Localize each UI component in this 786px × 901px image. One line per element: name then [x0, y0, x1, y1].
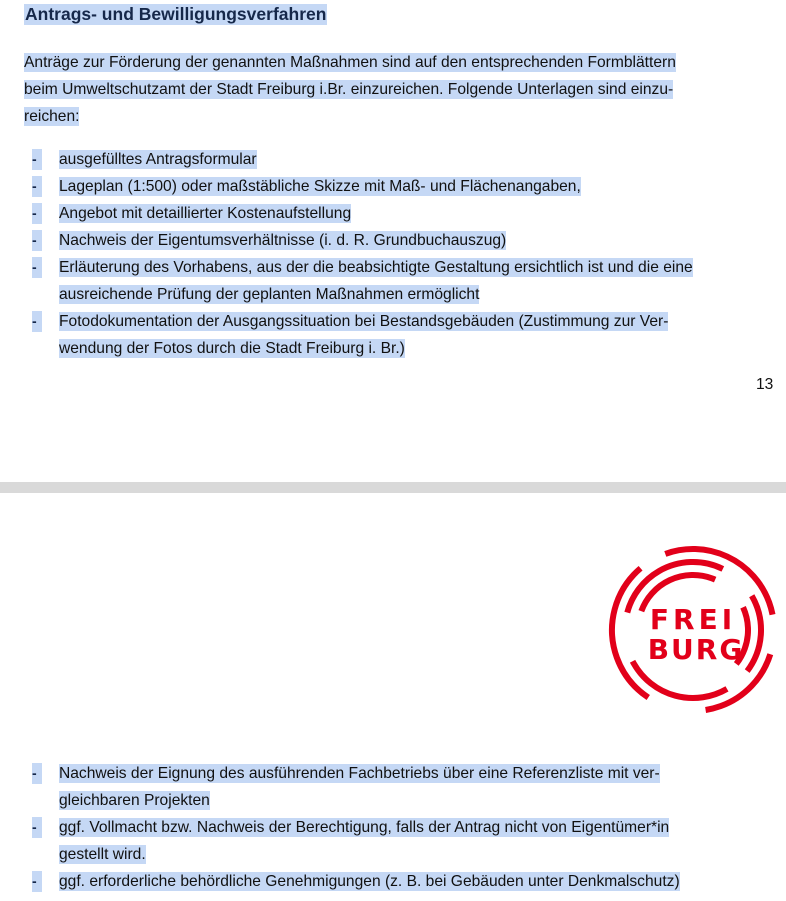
list-item-text: ggf. erforderliche behördliche Genehmigungen (z. B. bei Gebäuden unter Denkmalschutz)	[59, 873, 680, 890]
bullet-marker: -	[32, 817, 42, 838]
section-heading: Antrags- und Bewilligungsverfahren	[25, 4, 327, 24]
list-item-text: ggf. Vollmacht bzw. Nachweis der Berechtigung, falls der Antrag nicht von Eigentümer*in	[59, 819, 670, 836]
intro-paragraph	[24, 49, 769, 130]
list-item-text: Lageplan (1:500) oder maßstäbliche Skizze mit Maß- und Flächenangaben,	[59, 178, 581, 195]
list-item	[24, 200, 784, 227]
list-item-text: Angebot mit detaillierter Kostenaufstellung	[59, 205, 352, 222]
intro-line: beim Umweltschutzamt der Stadt Freiburg i.Br. einzureichen. Folgende Unterlagen sind einzu-	[24, 81, 674, 98]
list-item	[24, 760, 784, 814]
list-item-text: ausgefülltes Antragsformular	[59, 151, 257, 168]
bullet-marker: -	[32, 176, 42, 197]
list-item	[24, 146, 784, 173]
list-item-text: Fotodokumentation der Ausgangssituation bei Bestandsgebäuden (Zustimmung zur Ver-	[59, 313, 669, 330]
list-item	[24, 868, 784, 895]
bullet-marker: -	[32, 203, 42, 224]
list-item	[24, 308, 784, 362]
list-item-text: Nachweis der Eignung des ausführenden Fachbetriebs über eine Referenzliste mit ver-	[59, 765, 660, 782]
bullet-marker: -	[32, 230, 42, 251]
intro-line: Anträge zur Förderung der genannten Maßnahmen sind auf den entsprechenden Formblättern	[24, 54, 676, 71]
list-item	[24, 254, 784, 308]
list-item-text: Erläuterung des Vorhabens, aus der die beabsichtigte Gestaltung ersichtlich ist und die eine	[59, 259, 693, 276]
list-item-text: gleichbaren Projekten	[59, 792, 210, 809]
logo-text-line-2: BURG	[647, 633, 745, 666]
intro-line: reichen:	[24, 108, 80, 125]
list-item-text: wendung der Fotos durch die Stadt Freiburg i. Br.)	[59, 340, 405, 357]
logo-text-line-1: FREI	[649, 603, 737, 636]
bullet-marker: -	[32, 763, 42, 784]
bullet-marker: -	[32, 871, 42, 892]
list-item-text: Nachweis der Eigentumsverhältnisse (i. d. R. Grundbuchauszug)	[59, 232, 507, 249]
bullet-marker: -	[32, 149, 42, 170]
required-documents-list	[24, 146, 784, 362]
page-number: 13	[756, 376, 774, 393]
document-page-14	[0, 493, 786, 901]
bullet-marker: -	[32, 311, 42, 332]
page-separator	[0, 482, 786, 493]
list-item	[24, 227, 784, 254]
list-item-text: ausreichende Prüfung der geplanten Maßnahmen ermöglicht	[59, 286, 480, 303]
freiburg-logo-icon	[606, 543, 781, 718]
list-item	[24, 814, 784, 868]
list-item	[24, 173, 784, 200]
required-documents-list-continued	[24, 760, 784, 895]
list-item-text: gestellt wird.	[59, 846, 146, 863]
bullet-marker: -	[32, 257, 42, 278]
